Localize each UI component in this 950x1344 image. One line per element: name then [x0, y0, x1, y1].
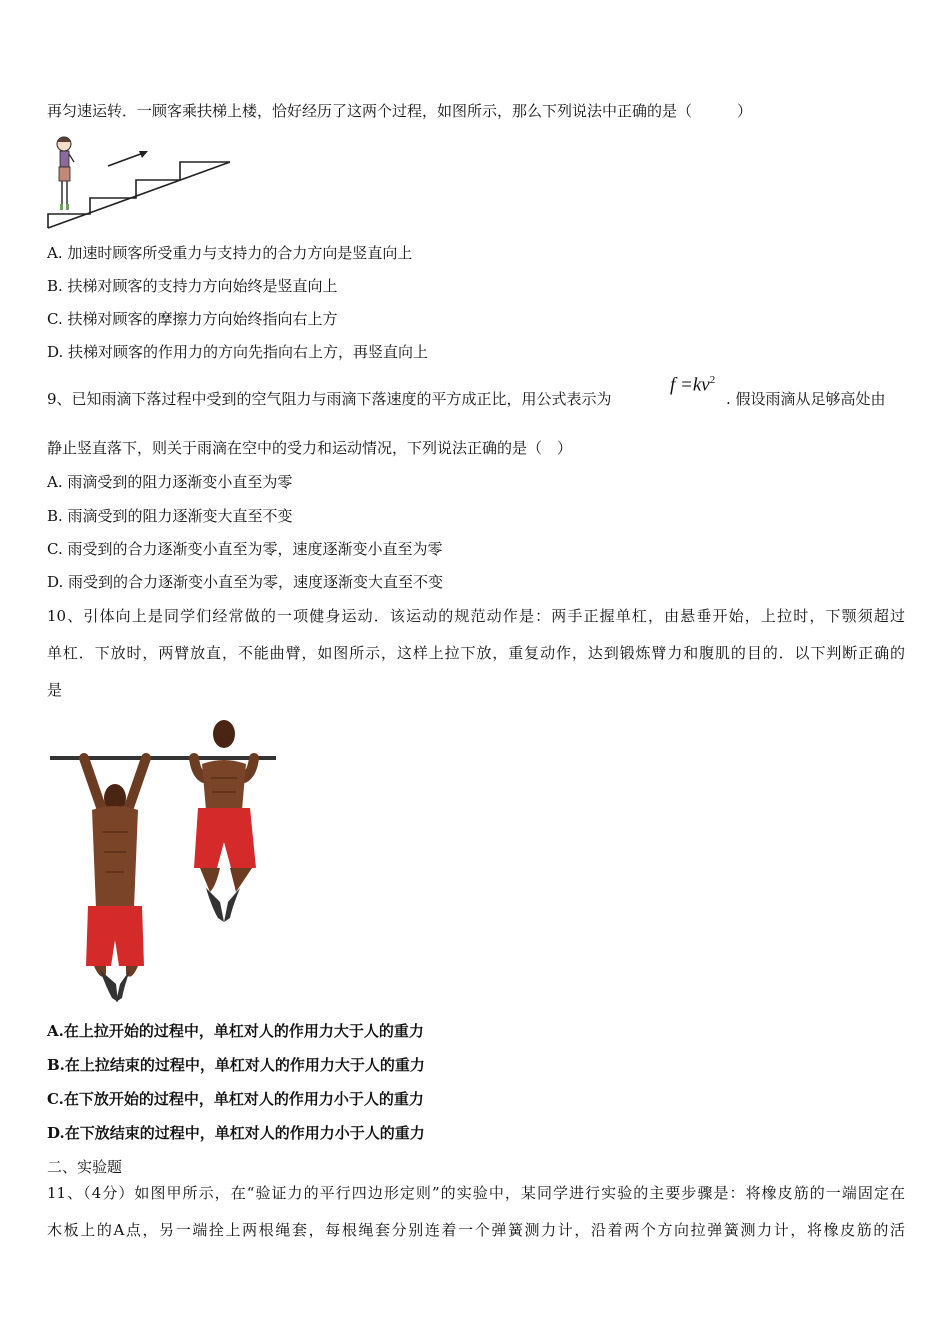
- q9-option-c: C. 雨受到的合力逐渐变小直至为零，速度逐渐变小直至为零: [47, 540, 443, 558]
- q9-stem-part2: . 假设雨滴从足够高处由: [726, 390, 886, 408]
- q9-stem-line2: 静止竖直落下，则关于雨滴在空中的受力和运动情况，下列说法正确的是（ ）: [47, 439, 573, 457]
- formula-f: f: [670, 374, 676, 396]
- formula-body: =kv: [675, 374, 710, 396]
- q8-option-d: D. 扶梯对顾客的作用力的方向先指向右上方，再竖直向上: [47, 343, 429, 361]
- q10-option-a: A.在上拉开始的过程中，单杠对人的作用力大于人的重力: [47, 1022, 424, 1040]
- pullup-figure: [46, 712, 282, 1008]
- q8-option-c: C. 扶梯对顾客的摩擦力方向始终指向右上方: [47, 310, 338, 328]
- escalator-figure: [42, 132, 242, 232]
- hanging-person-icon: [84, 758, 146, 1002]
- q10-line3: 是: [47, 681, 63, 699]
- customer-figure-icon: [57, 137, 74, 210]
- q11-line1: 11、（4分）如图甲所示，在“验证力的平行四边形定则”的实验中，某同学进行实验的主要步骤是：将橡皮筋的一端固定在: [47, 1184, 905, 1202]
- q10-option-c: C.在下放开始的过程中，单杠对人的作用力小于人的重力: [47, 1090, 424, 1108]
- q9-option-a: A. 雨滴受到的阻力逐渐变小直至为零: [47, 473, 293, 491]
- pulled-up-person-icon: [194, 720, 256, 922]
- q10-option-d: D.在下放结束的过程中，单杠对人的作用力小于人的重力: [47, 1124, 425, 1142]
- q9-option-d: D. 雨受到的合力逐渐变小直至为零，速度逐渐变大直至不变: [47, 573, 444, 591]
- q10-line2: 单杠．下放时，两臂放直，不能曲臂，如图所示，这样上拉下放，重复动作，达到锻炼臂力和腹肌的目的．以下判断正确的: [47, 644, 905, 662]
- q8-stem: 再匀速运转．一顾客乘扶梯上楼，恰好经历了这两个过程，如图所示，那么下列说法中正确的是（ ）: [47, 102, 753, 120]
- q9-formula: [670, 374, 715, 396]
- q11-line2: 木板上的A点，另一端拴上两根绳套，每根绳套分别连着一个弹簧测力计，沿着两个方向拉弹簧测力计，将橡皮筋的活: [47, 1221, 905, 1239]
- q8-option-a: A. 加速时顾客所受重力与支持力的合力方向是竖直向上: [47, 244, 413, 262]
- q9-stem-part1: 9、已知雨滴下落过程中受到的空气阻力与雨滴下落速度的平方成正比，用公式表示为: [47, 390, 612, 408]
- formula-exponent: 2: [709, 374, 716, 386]
- q8-option-b: B. 扶梯对顾客的支持力方向始终是竖直向上: [47, 277, 338, 295]
- section-title: 二、实验题: [47, 1158, 123, 1176]
- q9-option-b: B. 雨滴受到的阻力逐渐变大直至不变: [47, 507, 293, 525]
- q10-option-b: B.在上拉结束的过程中，单杠对人的作用力大于人的重力: [47, 1056, 425, 1074]
- q10-line1: 10、引体向上是同学们经常做的一项健身运动．该运动的规范动作是：两手正握单杠，由悬垂开始，上拉时，下颚须超过: [47, 607, 905, 625]
